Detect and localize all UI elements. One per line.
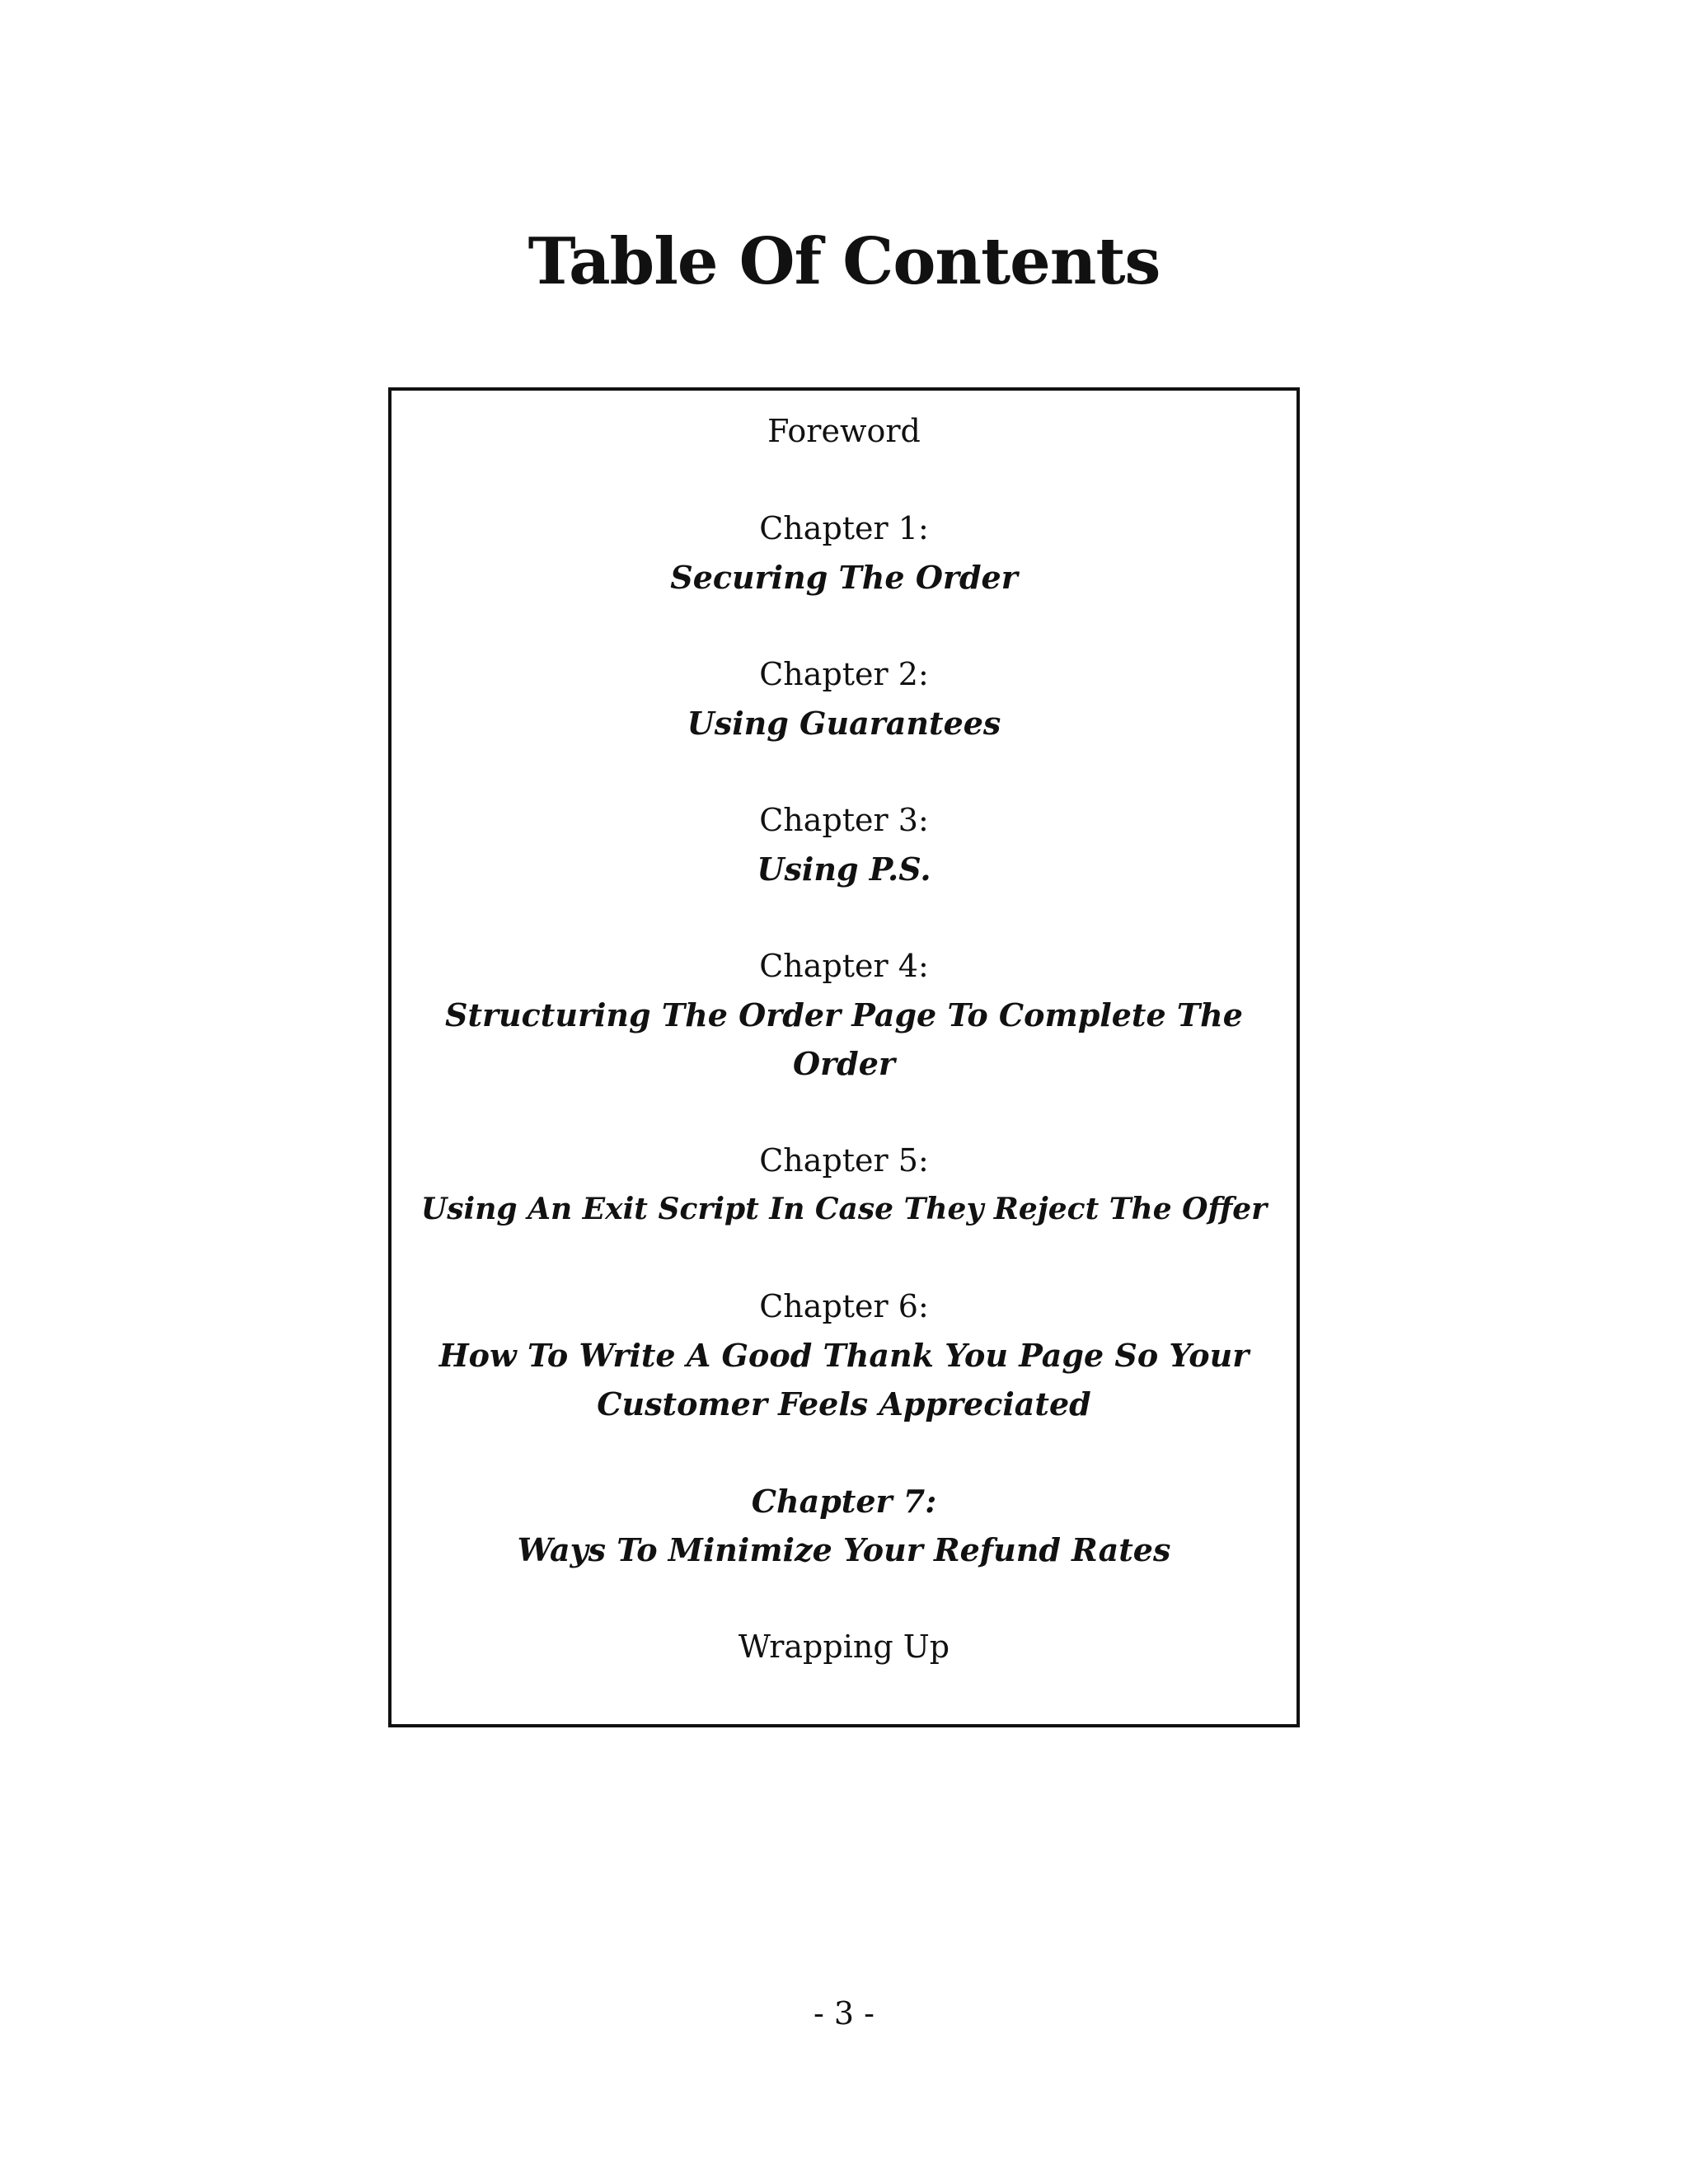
toc-entry-chapter-6 <box>392 1282 1296 1428</box>
chapter-label: Chapter 6: <box>759 1288 929 1324</box>
chapter-title: Using An Exit Script In Case They Reject The Offer <box>420 1192 1268 1226</box>
page-title: Table Of Contents <box>528 224 1160 299</box>
chapter-title: Using Guarantees <box>687 705 1001 742</box>
page-number: - 3 - <box>813 1995 874 2032</box>
toc-entry-wrapping-up <box>392 1623 1296 1671</box>
chapter-label: Chapter 5: <box>759 1142 929 1179</box>
chapter-label: Chapter 1: <box>759 510 929 546</box>
foreword-label: Foreword <box>767 413 921 449</box>
toc-entry-foreword <box>392 407 1296 456</box>
toc-entry-chapter-1 <box>392 504 1296 602</box>
toc-list <box>392 407 1296 1720</box>
table-of-contents-box <box>388 387 1300 1727</box>
chapter-title: Structuring The Order Page To Complete The Order <box>445 996 1243 1082</box>
toc-entry-chapter-2 <box>392 650 1296 748</box>
chapter-title: Using P.S. <box>757 851 931 888</box>
toc-entry-chapter-5 <box>392 1137 1296 1234</box>
toc-entry-chapter-3 <box>392 796 1296 893</box>
chapter-title: How To Write A Good Thank You Page So Your Customer Feels Appreciated <box>438 1337 1250 1422</box>
chapter-label: Chapter 3: <box>759 802 929 838</box>
chapter-title: Ways To Minimize Your Refund Rates <box>517 1531 1171 1568</box>
toc-entry-chapter-7 <box>392 1477 1296 1574</box>
chapter-label: Chapter 2: <box>759 656 929 692</box>
chapter-label: Chapter 7: <box>751 1483 937 1520</box>
chapter-title: Securing The Order <box>670 559 1018 596</box>
chapter-label: Chapter 4: <box>759 948 929 984</box>
wrapping-up-label: Wrapping Up <box>738 1629 950 1665</box>
toc-entry-chapter-4 <box>392 942 1296 1088</box>
